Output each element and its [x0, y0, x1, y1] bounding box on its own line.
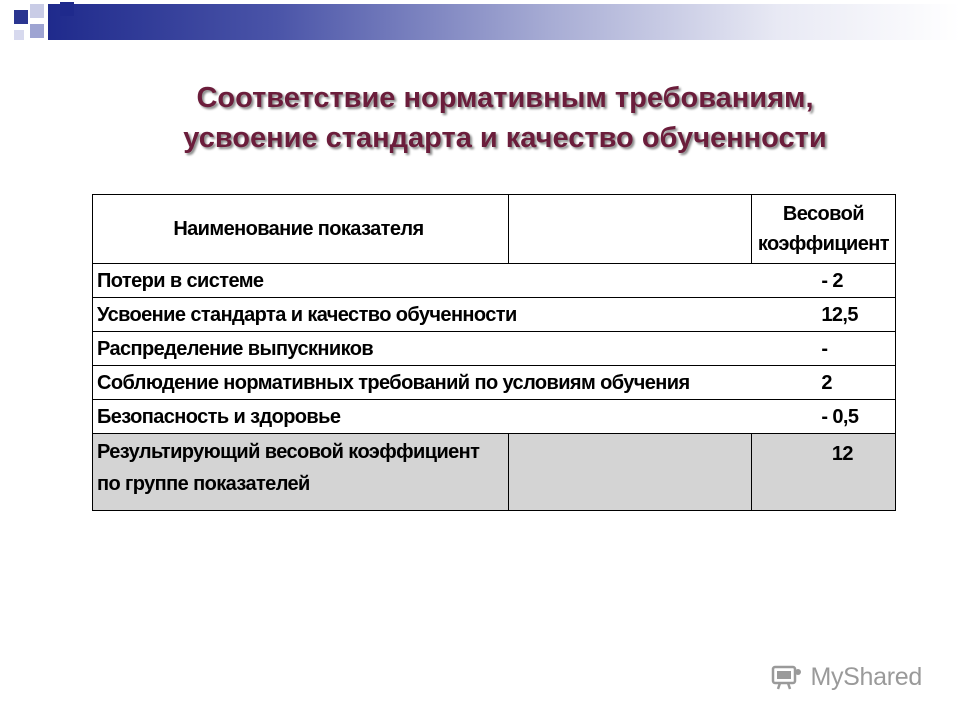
row-value: 2	[751, 366, 895, 400]
table-row	[93, 264, 896, 298]
decorative-square	[60, 2, 74, 16]
myshared-logo-icon	[770, 664, 804, 692]
row-name: Усвоение стандарта и качество обученности	[93, 298, 752, 332]
table-header-row	[93, 195, 896, 264]
decorative-square	[14, 10, 28, 24]
header-weight-line-2: коэффициент	[757, 233, 889, 255]
header-indicator-name: Наименование показателя	[93, 195, 509, 264]
header-empty-cell	[508, 195, 751, 264]
result-name-line-2: по группе показателей	[97, 473, 310, 495]
row-value: - 2	[751, 264, 895, 298]
header-decoration-bar	[48, 4, 960, 40]
row-name: Распределение выпускников	[93, 332, 752, 366]
result-empty-cell	[508, 434, 751, 511]
result-name	[93, 434, 509, 511]
decorative-square	[30, 4, 44, 18]
result-value: 12	[751, 434, 895, 511]
slide-title-line-1: Соответствие нормативным требованиям,	[196, 82, 814, 114]
decorative-square	[14, 30, 24, 40]
table-row	[93, 400, 896, 434]
slide-title-line-2: усвоение стандарта и качество обученности	[183, 122, 827, 154]
header-weight-line-1: Весовой	[782, 203, 864, 225]
table-row	[93, 366, 896, 400]
slide-title	[110, 78, 900, 158]
row-value: - 0,5	[751, 400, 895, 434]
row-name: Безопасность и здоровье	[93, 400, 752, 434]
row-name: Соблюдение нормативных требований по условиям обучения	[93, 366, 752, 400]
indicator-table	[92, 194, 896, 511]
row-value: 12,5	[751, 298, 895, 332]
watermark-text: MyShared	[810, 663, 922, 691]
decorative-square	[30, 24, 44, 38]
row-value: -	[751, 332, 895, 366]
table-row	[93, 332, 896, 366]
result-name-line-1: Результирующий весовой коэффициент	[97, 441, 480, 463]
table-row	[93, 298, 896, 332]
row-name: Потери в системе	[93, 264, 752, 298]
header-weight	[751, 195, 895, 264]
result-row	[93, 434, 896, 511]
myshared-watermark	[770, 663, 922, 692]
